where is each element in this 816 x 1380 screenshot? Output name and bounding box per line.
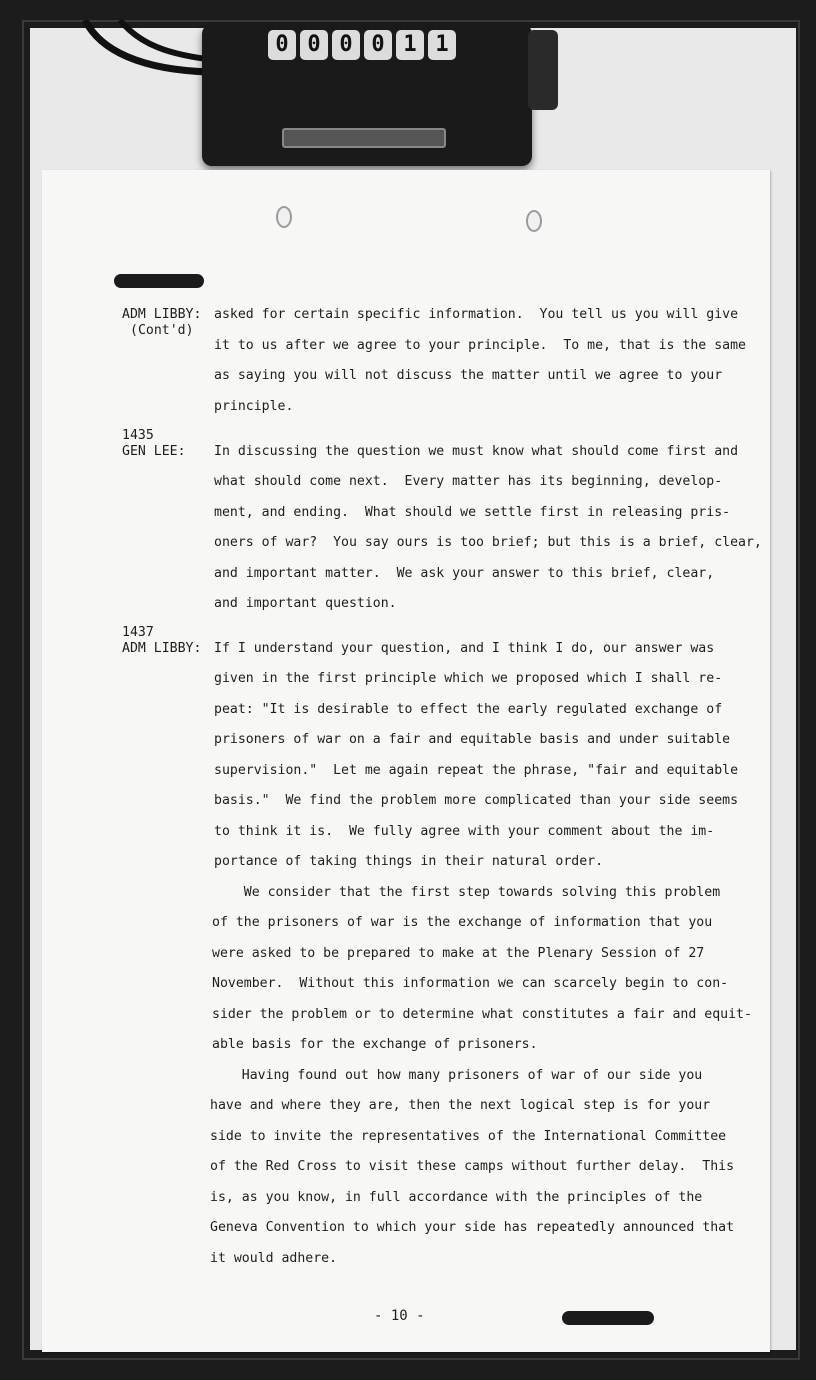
transcript-line: In discussing the question we must know what should come first and <box>214 444 739 459</box>
transcript-line: Geneva Convention to which your side has repeatedly announced that <box>210 1220 735 1235</box>
transcript-line: If I understand your question, and I think I do, our answer was <box>214 641 715 656</box>
transcript-line: side to invite the representatives of the International Committee <box>210 1129 727 1144</box>
timestamp: 1437 <box>122 625 154 640</box>
transcript-line: and important question. <box>214 596 397 611</box>
transcript-line: of the Red Cross to visit these camps without further delay. This <box>210 1159 735 1174</box>
page-number: - 10 - <box>374 1308 425 1324</box>
counter-digit: 1 <box>428 30 456 60</box>
transcript-line: sider the problem or to determine what constitutes a fair and equit- <box>212 1007 752 1022</box>
transcript-line: November. Without this information we can scarcely begin to con- <box>212 976 729 991</box>
transcript-line: oners of war? You say ours is too brief; but this is a brief, clear, <box>214 535 762 550</box>
transcript-line: prisoners of war on a fair and equitable basis and under suitable <box>214 732 731 747</box>
counter-digit: 0 <box>268 30 296 60</box>
transcript-line: We consider that the first step towards solving this problem <box>212 885 721 900</box>
counter-slot <box>282 128 446 148</box>
speaker-note: (Cont'd) <box>130 323 194 338</box>
transcript-line: what should come next. Every matter has its beginning, develop- <box>214 474 723 489</box>
transcript-line: peat: "It is desirable to effect the early regulated exchange of <box>214 702 723 717</box>
timestamp: 1435 <box>122 428 154 443</box>
transcript-line: ment, and ending. What should we settle first in releasing pris- <box>214 505 731 520</box>
transcript-line: it to us after we agree to your principle. To me, that is the same <box>214 338 746 353</box>
transcript-line: basis." We find the problem more complicated than your side seems <box>214 793 739 808</box>
transcript-line: Having found out how many prisoners of war of our side you <box>210 1068 703 1083</box>
transcript-line: supervision." Let me again repeat the phrase, "fair and equitable <box>214 763 739 778</box>
frame-counter-device <box>202 24 532 166</box>
transcript-line: have and where they are, then the next logical step is for your <box>210 1098 711 1113</box>
transcript-line: were asked to be prepared to make at the Plenary Session of 27 <box>212 946 705 961</box>
transcript-line: is, as you know, in full accordance with the principles of the <box>210 1190 703 1205</box>
redaction-mark <box>114 274 204 288</box>
transcript-line: asked for certain specific information. You tell us you will give <box>214 307 739 322</box>
speaker-label: ADM LIBBY: <box>122 307 202 322</box>
transcript-line: it would adhere. <box>210 1251 338 1266</box>
transcript-line: to think it is. We fully agree with your comment about the im- <box>214 824 715 839</box>
transcript-line: and important matter. We ask your answer to this brief, clear, <box>214 566 715 581</box>
transcript-line: given in the first principle which we proposed which I shall re- <box>214 671 723 686</box>
cable-icon <box>80 20 220 80</box>
document-page <box>42 170 770 1352</box>
punch-hole-icon <box>526 210 542 232</box>
transcript-line: as saying you will not discuss the matter until we agree to your <box>214 368 723 383</box>
punch-hole-icon <box>276 206 292 228</box>
redaction-mark <box>562 1311 654 1325</box>
counter-digits <box>268 30 456 60</box>
counter-digit: 0 <box>300 30 328 60</box>
speaker-label: GEN LEE: <box>122 444 186 459</box>
counter-digit: 0 <box>364 30 392 60</box>
transcript-line: portance of taking things in their natural order. <box>214 854 604 869</box>
transcript-line: principle. <box>214 399 294 414</box>
counter-knob <box>528 30 558 110</box>
transcript-line: able basis for the exchange of prisoners. <box>212 1037 538 1052</box>
transcript-line: of the prisoners of war is the exchange of information that you <box>212 915 713 930</box>
counter-digit: 0 <box>332 30 360 60</box>
speaker-label: ADM LIBBY: <box>122 641 202 656</box>
counter-digit: 1 <box>396 30 424 60</box>
